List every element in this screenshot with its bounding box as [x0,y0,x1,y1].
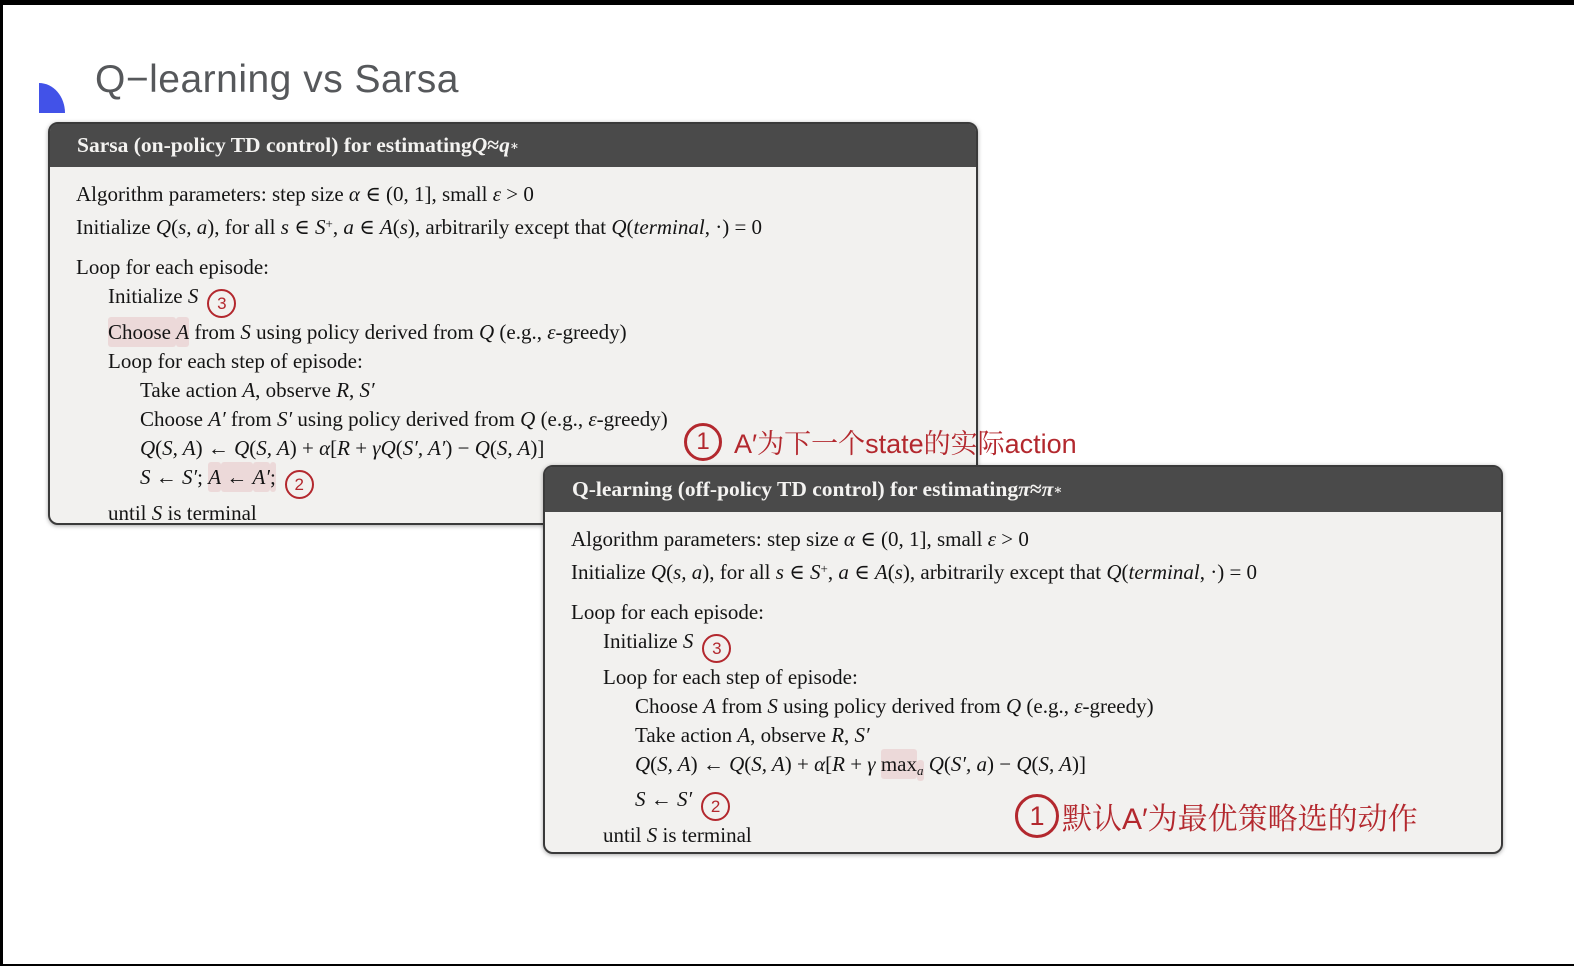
text-segment: -greedy) [555,319,627,344]
text-segment: π [1041,477,1054,501]
text-segment: A [242,377,256,402]
text-segment: is terminal [657,823,752,848]
highlighted-text: A [176,317,189,347]
text-segment: Q [1005,693,1022,718]
text-segment: γQ [372,435,396,460]
text-segment: S [187,283,199,308]
text-segment: Initialize [76,214,156,239]
text-segment: Loop for each step of episode: [108,348,363,373]
text-segment: S′, a [950,751,988,776]
text-segment: S′ [854,722,870,747]
text-segment: a [838,559,849,584]
text-segment: ) ← [195,435,235,460]
text-segment: using policy derived from [777,693,1006,718]
text-segment: ( [666,559,674,584]
text-segment: ( [171,214,179,239]
text-segment: s, a [178,214,208,239]
text-segment: α [319,435,331,460]
text-segment: + [844,751,868,776]
text-segment: A [737,722,751,747]
text-segment: S, A [751,751,785,776]
sarsa-annotation-text: A′为下一个state的实际action [734,429,1077,459]
text-segment: + [820,561,828,576]
text-segment: ε [492,182,502,206]
text-segment: A′ [208,406,226,431]
text-segment: from [225,406,277,431]
qlearning-annotation [1015,794,1418,838]
text-segment: using policy derived from [292,406,521,431]
text-segment: until [603,823,647,848]
text-segment: Q [635,751,651,776]
text-segment: Q [1106,559,1122,584]
sarsa-box-header [50,124,976,167]
text-segment: α [814,751,826,776]
text-segment: S [682,628,694,653]
highlighted-text: A′ [253,462,270,492]
algo-line [571,598,1489,627]
text-segment: ( [1121,559,1129,584]
text-segment: R [337,435,350,460]
text-segment: (e.g., [1021,693,1075,718]
text-segment: [ [825,751,833,776]
text-segment: ; [197,464,209,489]
text-segment: ← [645,787,677,812]
text-segment: S′ [677,787,693,812]
text-segment: from [716,693,768,718]
text-segment: A [703,693,717,718]
text-segment: Initialize [603,628,683,653]
qlearning-annotation-text: 默认A′为最优策略选的动作 [1062,803,1418,836]
text-segment: ε [588,406,597,431]
text-segment: using policy derived from [250,319,479,344]
text-segment: ≈ [1029,477,1042,501]
text-segment: (e.g., [535,406,589,431]
text-segment: , [827,559,839,584]
text-segment: > 0 [501,182,534,206]
text-segment: ∈ [353,214,380,239]
text-segment: Sarsa (on-policy TD control) for estimating [77,133,472,157]
text-segment: ), arbitrarily except that [407,214,612,239]
text-segment: Loop for each episode: [571,599,765,624]
text-segment: ) + [289,435,320,460]
text-segment: ∈ (0, 1], small [854,527,988,551]
text-segment: Q [471,133,488,157]
text-segment: α [348,182,360,206]
text-segment: Loop for each episode: [76,254,270,279]
text-segment: s [775,559,784,584]
text-segment: ) − [445,435,475,460]
highlighted-text: max [881,749,917,779]
text-segment: Algorithm parameters: step size [571,527,844,551]
text-segment: -greedy) [596,406,668,431]
text-segment: ∗ [1053,481,1063,497]
text-segment: S, A [256,435,290,460]
text-segment: S, A [496,435,531,460]
text-segment: ), for all [207,214,281,239]
text-segment: )] [530,435,545,460]
text-segment: Q [140,435,156,460]
text-segment: ( [887,559,895,584]
text-segment: ) + [784,751,815,776]
text-segment: S′ [182,464,198,489]
text-segment: is terminal [162,500,257,525]
text-segment: R [832,751,845,776]
text-segment: ( [626,214,634,239]
text-segment: Q [729,751,745,776]
page-title: Q−learning vs Sarsa [95,58,459,101]
text-segment: ∈ [783,559,810,584]
text-segment: ( [392,214,400,239]
text-segment: S [240,319,251,344]
text-segment: S′ [359,377,375,402]
circled-number-icon: 1 [1015,794,1059,838]
text-segment: Q [234,435,250,460]
text-segment: a [343,214,354,239]
text-segment: , [844,722,855,747]
text-segment: S [140,464,151,489]
text-segment: γ [867,751,876,776]
text-segment: R [336,377,350,402]
text-segment: ε [1074,693,1083,718]
text-segment: Q-learning (off-policy TD control) for estimating [572,477,1019,501]
text-segment: ), for all [702,559,776,584]
text-segment: ( [650,751,658,776]
text-segment: , ·) = 0 [1199,559,1258,584]
algo-line [76,180,964,209]
text-segment: S, A [162,435,196,460]
highlighted-text: ← [221,462,253,492]
text-segment: terminal [1128,559,1200,584]
algo-line [571,554,1489,587]
text-segment: Initialize [571,559,651,584]
text-segment: Loop for each step of episode: [603,664,858,689]
text-segment: α [843,527,855,551]
text-segment: ) ← [690,751,730,776]
text-segment: ), arbitrarily except that [902,559,1107,584]
text-segment: , [332,214,344,239]
algo-line [635,692,1489,721]
text-segment: S′, A′ [402,435,446,460]
text-segment: ( [395,435,403,460]
text-segment: [ [330,435,338,460]
text-segment: Q [1016,751,1032,776]
text-segment: ∈ [848,559,875,584]
sarsa-annotation [684,422,1077,461]
text-segment: ← [150,464,182,489]
algo-line [571,525,1489,554]
algo-line [108,347,964,376]
text-segment: until [108,500,152,525]
text-segment: Initialize [108,283,188,308]
text-segment: ε [987,527,997,551]
text-segment: Q [478,319,495,344]
text-segment: R [831,722,845,747]
text-segment: s [280,214,289,239]
text-segment: Q [520,406,536,431]
algo-line [76,253,964,282]
text-segment: + [325,216,333,231]
text-segment: S′ [277,406,293,431]
text-segment: Take action [635,722,738,747]
text-segment: A [379,214,393,239]
algo-line [76,209,964,242]
text-segment: S [809,559,821,584]
circled-number-icon: 3 [702,634,731,663]
text-segment: ( [155,435,163,460]
text-segment: Q [474,435,490,460]
text-segment: ( [943,751,951,776]
text-segment: ( [1031,751,1039,776]
text-segment: S [151,500,163,525]
text-segment: s [399,214,408,239]
highlighted-text: Choose [108,317,176,347]
text-segment: ≈ [487,133,500,157]
text-segment: S [767,693,778,718]
text-segment: > 0 [996,527,1029,551]
text-segment: Choose [635,693,704,718]
algo-line [108,318,964,347]
text-segment: + [349,435,373,460]
highlighted-text: A [208,462,221,492]
text-segment: S [646,823,658,848]
text-segment: )] [1071,751,1086,776]
circled-number-icon: 3 [207,289,236,318]
text-segment: Algorithm parameters: step size [76,182,349,206]
algo-line [635,750,1489,786]
algo-line [603,627,1489,663]
text-segment: , observe [255,377,337,402]
text-segment: S [635,787,646,812]
text-segment: S, A [657,751,691,776]
text-segment: ( [744,751,752,776]
title-accent-icon [39,83,65,113]
highlighted-text: ; [270,462,276,492]
text-segment: Take action [140,377,243,402]
text-segment: -greedy) [1082,693,1154,718]
algo-line [108,282,964,318]
text-segment: , observe [750,722,832,747]
circled-number-icon: 1 [684,423,722,461]
text-segment: A [874,559,888,584]
text-segment: s [894,559,903,584]
text-segment: Q [155,214,172,239]
text-segment: ε [547,319,556,344]
highlighted-text: a [917,760,924,781]
qlearning-box-header [545,467,1501,512]
text-segment: π [1018,477,1030,501]
text-segment: ∈ [288,214,315,239]
text-segment: , [349,377,360,402]
text-segment: , ·) = 0 [704,214,763,239]
text-segment: ) − [987,751,1017,776]
text-segment: S [314,214,326,239]
text-segment: terminal [633,214,705,239]
text-segment: s, a [673,559,703,584]
algo-line [635,721,1489,750]
text-segment: ( [489,435,497,460]
text-segment: Q [928,751,944,776]
text-segment: S, A [1038,751,1072,776]
text-segment: (e.g., [494,319,548,344]
circled-number-icon: 2 [701,792,730,821]
text-segment: ( [249,435,257,460]
text-segment: q [499,133,510,157]
algo-line [140,376,964,405]
text-segment: Choose [140,406,209,431]
circled-number-icon: 2 [285,470,314,499]
text-segment: ∗ [509,137,520,153]
text-segment: from [189,319,241,344]
text-segment: Q [650,559,667,584]
text-segment: Q [611,214,627,239]
algo-line [603,663,1489,692]
text-segment: ∈ (0, 1], small [359,182,493,206]
